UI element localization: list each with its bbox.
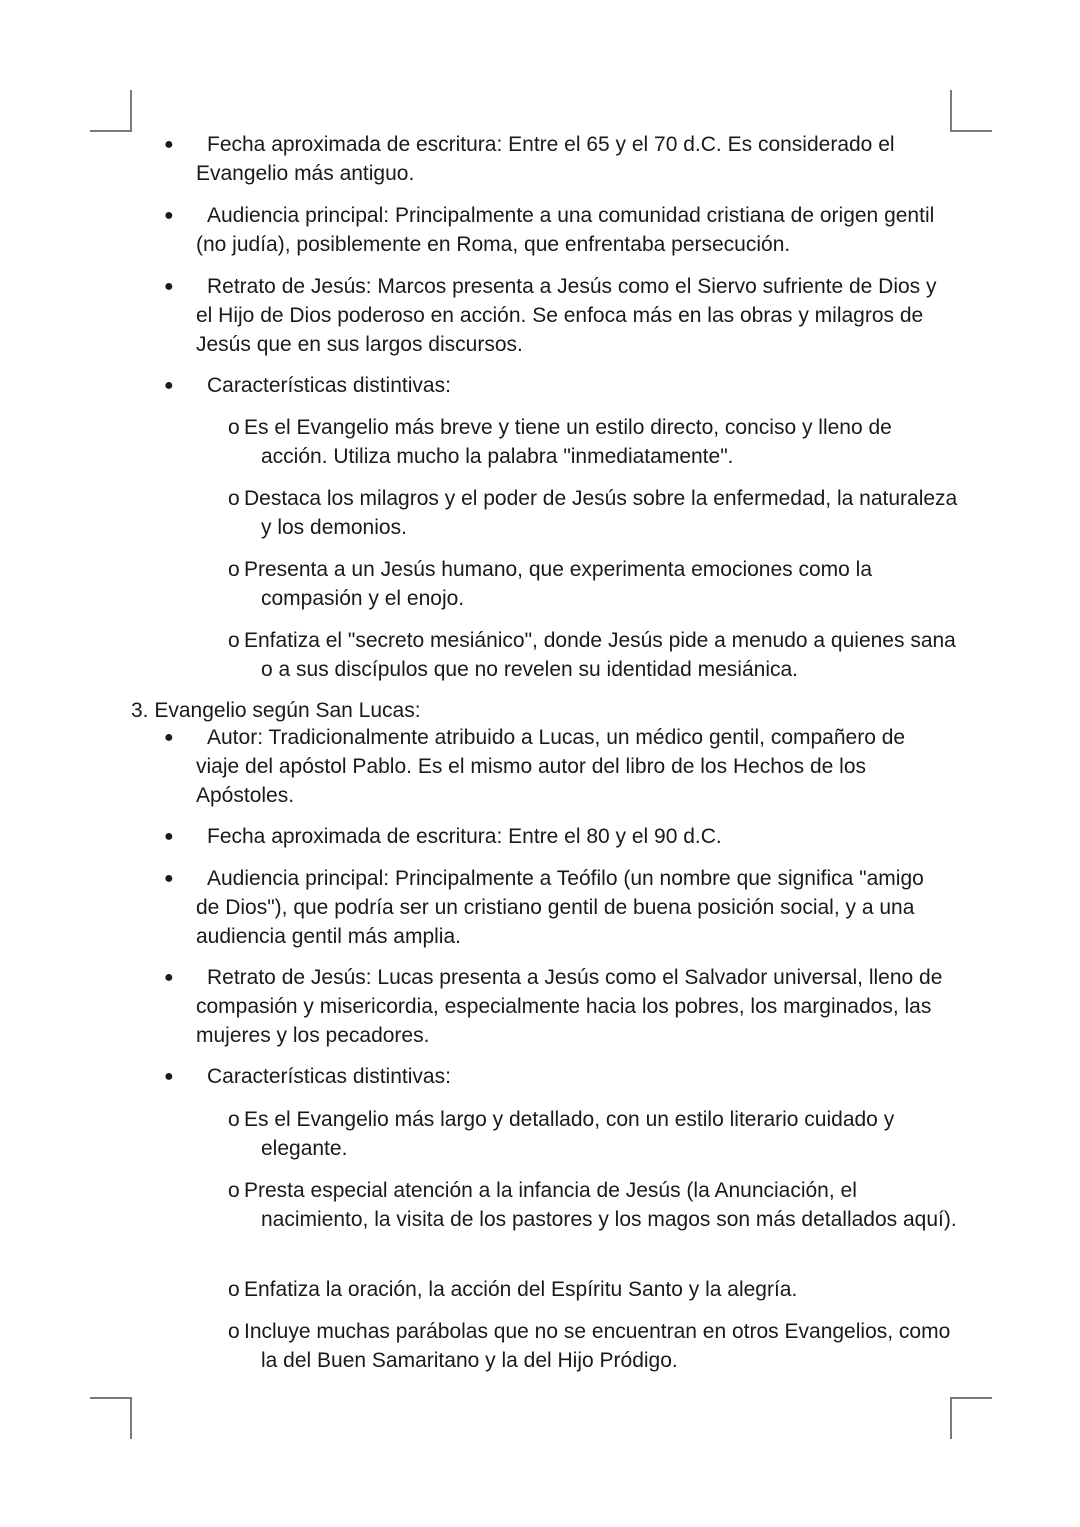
sub-list-item-text: Es el Evangelio más breve y tiene un estilo directo, conciso y lleno de acción. Utiliza mucho la palabra "inmediatamente". bbox=[244, 416, 892, 468]
list-item-text: Audiencia principal: Principalmente a Teófilo (un nombre que significa "amigo de Dios"), que podría ser un cristiano gentil de buena posición social, y a una audiencia gentil más amplia. bbox=[196, 867, 924, 948]
sub-list-item-text: Destaca los milagros y el poder de Jesús sobre la enfermedad, la naturaleza y los demonios. bbox=[244, 487, 958, 539]
bullet-icon: ● bbox=[164, 1068, 174, 1085]
sub-list-item bbox=[228, 1317, 961, 1375]
list-item bbox=[164, 201, 946, 259]
crop-mark-top-left bbox=[90, 90, 132, 132]
section-heading: 3. Evangelio según San Lucas: bbox=[131, 699, 421, 722]
sub-bullet-icon: o bbox=[228, 1108, 240, 1131]
bullet-icon: ● bbox=[164, 377, 174, 394]
list-item-text: Audiencia principal: Principalmente a una comunidad cristiana de origen gentil (no judía), posiblemente en Roma, que enfrentaba persecución. bbox=[196, 204, 935, 256]
list-item-text: Fecha aproximada de escritura: Entre el 80 y el 90 d.C. bbox=[207, 825, 722, 848]
sub-bullet-icon: o bbox=[228, 629, 240, 652]
list-item-text: Retrato de Jesús: Lucas presenta a Jesús como el Salvador universal, lleno de compasión y misericordia, especialmente hacia los pobres, los marginados, las mujeres y los pecadores. bbox=[196, 966, 943, 1047]
sub-list-item-text: Presta especial atención a la infancia de Jesús (la Anunciación, el nacimiento, la visita de los pastores y los magos son más detallados aquí). bbox=[244, 1179, 957, 1231]
list-item bbox=[164, 272, 946, 359]
bullet-icon: ● bbox=[164, 136, 174, 153]
bullet-icon: ● bbox=[164, 278, 174, 295]
sub-list-item bbox=[228, 1275, 961, 1304]
sub-list-item bbox=[228, 626, 961, 684]
crop-mark-top-right bbox=[950, 90, 992, 132]
sub-bullet-icon: o bbox=[228, 1179, 240, 1202]
list-item bbox=[164, 1062, 946, 1091]
sub-list-item-text: Presenta a un Jesús humano, que experimenta emociones como la compasión y el enojo. bbox=[244, 558, 873, 610]
bullet-icon: ● bbox=[164, 729, 174, 746]
list-item-text: Características distintivas: bbox=[207, 1065, 451, 1088]
bullet-icon: ● bbox=[164, 870, 174, 887]
sub-bullet-icon: o bbox=[228, 416, 240, 439]
list-item-text: Autor: Tradicionalmente atribuido a Lucas, un médico gentil, compañero de viaje del apóstol Pablo. Es el mismo autor del libro de los Hechos de los Apóstoles. bbox=[196, 726, 906, 807]
list-item bbox=[164, 822, 946, 851]
sub-list-item bbox=[228, 555, 961, 613]
list-item bbox=[164, 130, 946, 188]
sub-list-item bbox=[228, 484, 961, 542]
list-item bbox=[164, 723, 946, 810]
sub-list-item bbox=[228, 1105, 961, 1163]
sub-list-item-text: Incluye muchas parábolas que no se encuentran en otros Evangelios, como la del Buen Samaritano y la del Hijo Pródigo. bbox=[244, 1320, 951, 1372]
list-item bbox=[164, 963, 946, 1050]
sub-list-item-text: Es el Evangelio más largo y detallado, con un estilo literario cuidado y elegante. bbox=[244, 1108, 895, 1160]
crop-mark-bottom-right bbox=[950, 1397, 992, 1439]
crop-mark-bottom-left bbox=[90, 1397, 132, 1439]
list-item-text: Fecha aproximada de escritura: Entre el 65 y el 70 d.C. Es considerado el Evangelio más antiguo. bbox=[196, 133, 895, 185]
sub-list-item-text: Enfatiza la oración, la acción del Espíritu Santo y la alegría. bbox=[244, 1278, 798, 1301]
list-item-text: Retrato de Jesús: Marcos presenta a Jesús como el Siervo sufriente de Dios y el Hijo de Dios poderoso en acción. Se enfoca más en las obras y milagros de Jesús que en sus largos discursos. bbox=[196, 275, 937, 356]
sub-list-item-text: Enfatiza el "secreto mesiánico", donde Jesús pide a menudo a quienes sana o a sus discípulos que no revelen su identidad mesiánica. bbox=[244, 629, 956, 681]
bullet-icon: ● bbox=[164, 207, 174, 224]
list-item-text: Características distintivas: bbox=[207, 374, 451, 397]
bullet-icon: ● bbox=[164, 969, 174, 986]
sub-bullet-icon: o bbox=[228, 487, 240, 510]
list-item bbox=[164, 864, 946, 951]
sub-bullet-icon: o bbox=[228, 558, 240, 581]
sub-list-item bbox=[228, 1176, 961, 1234]
sub-bullet-icon: o bbox=[228, 1320, 240, 1343]
list-item bbox=[164, 371, 946, 400]
bullet-icon: ● bbox=[164, 828, 174, 845]
sub-list-item bbox=[228, 413, 961, 471]
sub-bullet-icon: o bbox=[228, 1278, 240, 1301]
